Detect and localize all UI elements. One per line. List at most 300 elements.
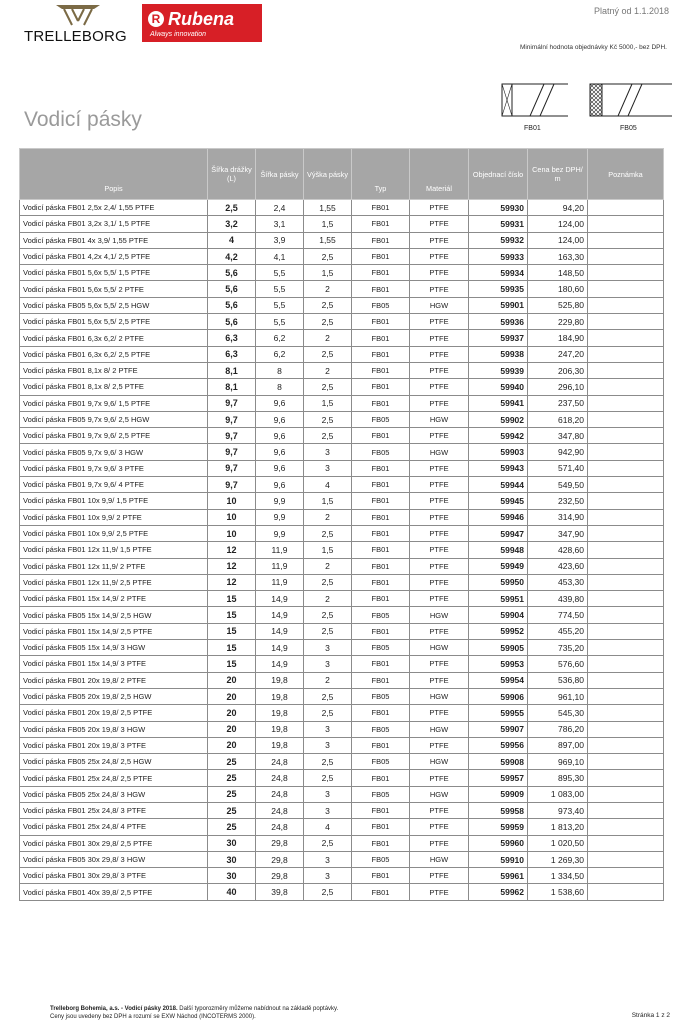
cell-material: PTFE (410, 200, 469, 216)
footer-line1: Další typorozměry můžeme nabídnout na základě poptávky. (177, 1006, 339, 1012)
cell-material: PTFE (410, 493, 469, 509)
cell-description: Vodicí páska FB01 15x 14,9/ 2,5 PTFE (20, 623, 208, 639)
cell-tape-height: 1,55 (304, 200, 352, 216)
profile-drawings (500, 78, 676, 136)
cell-type: FB01 (352, 802, 410, 818)
cell-note (588, 493, 664, 509)
cell-note (588, 542, 664, 558)
cell-tape-height: 2,5 (304, 525, 352, 541)
table-row (20, 525, 664, 541)
cell-tape-width: 14,9 (256, 591, 304, 607)
cell-price: 549,50 (528, 477, 588, 493)
table-row (20, 640, 664, 656)
cell-price: 347,80 (528, 428, 588, 444)
table-row (20, 721, 664, 737)
cell-description: Vodicí páska FB01 9,7x 9,6/ 4 PTFE (20, 477, 208, 493)
footer-line2: Ceny jsou uvedeny bez DPH a rozumí se EXW Náchod (INCOTERMS 2000). (50, 1014, 256, 1020)
table-row (20, 216, 664, 232)
cell-tape-width: 19,8 (256, 672, 304, 688)
cell-description: Vodicí páska FB05 15x 14,9/ 3 HGW (20, 640, 208, 656)
cell-order-number: 59944 (469, 477, 528, 493)
cell-tape-width: 29,8 (256, 868, 304, 884)
cell-price: 571,40 (528, 460, 588, 476)
cell-tape-width: 39,8 (256, 884, 304, 900)
cell-type: FB05 (352, 411, 410, 427)
cell-order-number: 59904 (469, 607, 528, 623)
cell-material: PTFE (410, 835, 469, 851)
table-row (20, 428, 664, 444)
cell-groove-width: 8,1 (208, 379, 256, 395)
cell-tape-width: 9,6 (256, 395, 304, 411)
cell-tape-height: 2 (304, 558, 352, 574)
cell-price: 94,20 (528, 200, 588, 216)
cell-price: 247,20 (528, 346, 588, 362)
cell-tape-height: 2,5 (304, 574, 352, 590)
fb01-profile-icon (500, 78, 570, 122)
cell-tape-width: 9,6 (256, 444, 304, 460)
table-row (20, 737, 664, 753)
cell-description: Vodicí páska FB05 20x 19,8/ 2,5 HGW (20, 688, 208, 704)
cell-tape-height: 2,5 (304, 314, 352, 330)
cell-groove-width: 12 (208, 542, 256, 558)
cell-description: Vodicí páska FB01 20x 19,8/ 2 PTFE (20, 672, 208, 688)
cell-material: PTFE (410, 672, 469, 688)
cell-type: FB01 (352, 248, 410, 264)
cell-groove-width: 20 (208, 737, 256, 753)
cell-tape-height: 3 (304, 460, 352, 476)
cell-groove-width: 15 (208, 607, 256, 623)
cell-price: 124,00 (528, 216, 588, 232)
cell-type: FB01 (352, 868, 410, 884)
trelleborg-mark-icon (54, 3, 102, 27)
table-row (20, 314, 664, 330)
cell-note (588, 802, 664, 818)
table-row (20, 542, 664, 558)
cell-material: HGW (410, 721, 469, 737)
cell-note (588, 754, 664, 770)
cell-price: 206,30 (528, 362, 588, 378)
cell-order-number: 59901 (469, 297, 528, 313)
cell-tape-width: 14,9 (256, 656, 304, 672)
cell-material: HGW (410, 444, 469, 460)
cell-tape-height: 2 (304, 672, 352, 688)
cell-material: PTFE (410, 265, 469, 281)
cell-order-number: 59956 (469, 737, 528, 753)
cell-order-number: 59936 (469, 314, 528, 330)
table-row (20, 868, 664, 884)
cell-order-number: 59945 (469, 493, 528, 509)
cell-type: FB01 (352, 216, 410, 232)
cell-groove-width: 12 (208, 558, 256, 574)
cell-order-number: 59950 (469, 574, 528, 590)
cell-groove-width: 5,6 (208, 265, 256, 281)
cell-price: 1 538,60 (528, 884, 588, 900)
cell-tape-width: 14,9 (256, 640, 304, 656)
cell-price: 961,10 (528, 688, 588, 704)
table-row (20, 346, 664, 362)
cell-order-number: 59948 (469, 542, 528, 558)
cell-description: Vodicí páska FB01 40x 39,8/ 2,5 PTFE (20, 884, 208, 900)
cell-material: PTFE (410, 770, 469, 786)
cell-tape-height: 2,5 (304, 770, 352, 786)
rubena-wordmark: Rubena (168, 9, 235, 29)
cell-tape-width: 5,5 (256, 314, 304, 330)
cell-material: PTFE (410, 379, 469, 395)
cell-tape-height: 2,5 (304, 688, 352, 704)
cell-material: HGW (410, 607, 469, 623)
cell-type: FB01 (352, 509, 410, 525)
cell-groove-width: 5,6 (208, 314, 256, 330)
cell-groove-width: 30 (208, 868, 256, 884)
cell-tape-height: 1,55 (304, 232, 352, 248)
cell-note (588, 297, 664, 313)
cell-note (588, 395, 664, 411)
table-row (20, 411, 664, 427)
cell-note (588, 281, 664, 297)
cell-order-number: 59962 (469, 884, 528, 900)
cell-material: PTFE (410, 558, 469, 574)
cell-note (588, 737, 664, 753)
cell-type: FB05 (352, 444, 410, 460)
cell-price: 453,30 (528, 574, 588, 590)
cell-groove-width: 25 (208, 819, 256, 835)
cell-order-number: 59955 (469, 705, 528, 721)
cell-note (588, 607, 664, 623)
cell-material: PTFE (410, 330, 469, 346)
cell-type: FB01 (352, 493, 410, 509)
cell-description: Vodicí páska FB01 9,7x 9,6/ 1,5 PTFE (20, 395, 208, 411)
cell-description: Vodicí páska FB01 6,3x 6,2/ 2 PTFE (20, 330, 208, 346)
cell-order-number: 59952 (469, 623, 528, 639)
rubena-tagline: Always innovation (150, 31, 207, 38)
cell-tape-width: 24,8 (256, 754, 304, 770)
cell-type: FB01 (352, 525, 410, 541)
cell-price: 525,80 (528, 297, 588, 313)
cell-note (588, 884, 664, 900)
table-row (20, 770, 664, 786)
cell-type: FB01 (352, 623, 410, 639)
cell-material: HGW (410, 297, 469, 313)
cell-order-number: 59937 (469, 330, 528, 346)
cell-note (588, 868, 664, 884)
cell-description: Vodicí páska FB01 9,7x 9,6/ 2,5 PTFE (20, 428, 208, 444)
cell-tape-height: 2,5 (304, 705, 352, 721)
cell-material: HGW (410, 851, 469, 867)
cell-description: Vodicí páska FB01 30x 29,8/ 3 PTFE (20, 868, 208, 884)
cell-material: PTFE (410, 574, 469, 590)
cell-groove-width: 20 (208, 705, 256, 721)
cell-groove-width: 15 (208, 591, 256, 607)
cell-note (588, 248, 664, 264)
cell-price: 942,90 (528, 444, 588, 460)
cell-tape-width: 9,6 (256, 477, 304, 493)
cell-groove-width: 8,1 (208, 362, 256, 378)
cell-tape-height: 3 (304, 786, 352, 802)
cell-material: PTFE (410, 281, 469, 297)
cell-tape-height: 2 (304, 281, 352, 297)
cell-material: HGW (410, 411, 469, 427)
cell-description: Vodicí páska FB01 15x 14,9/ 2 PTFE (20, 591, 208, 607)
cell-material: PTFE (410, 232, 469, 248)
header-tape-width: Šířka pásky (256, 149, 304, 200)
cell-order-number: 59951 (469, 591, 528, 607)
cell-material: PTFE (410, 477, 469, 493)
cell-groove-width: 10 (208, 509, 256, 525)
cell-tape-height: 2,5 (304, 297, 352, 313)
cell-material: HGW (410, 786, 469, 802)
cell-price: 439,80 (528, 591, 588, 607)
cell-type: FB01 (352, 232, 410, 248)
cell-note (588, 721, 664, 737)
table-row (20, 851, 664, 867)
cell-price: 536,80 (528, 672, 588, 688)
table-row (20, 786, 664, 802)
table-row (20, 248, 664, 264)
cell-description: Vodicí páska FB05 25x 24,8/ 3 HGW (20, 786, 208, 802)
cell-order-number: 59909 (469, 786, 528, 802)
cell-order-number: 59902 (469, 411, 528, 427)
rubena-r-icon: R (148, 11, 164, 27)
cell-price: 232,50 (528, 493, 588, 509)
cell-description: Vodicí páska FB05 15x 14,9/ 2,5 HGW (20, 607, 208, 623)
cell-tape-height: 3 (304, 640, 352, 656)
price-table (19, 148, 664, 901)
cell-tape-height: 1,5 (304, 493, 352, 509)
cell-price: 455,20 (528, 623, 588, 639)
cell-groove-width: 9,7 (208, 428, 256, 444)
cell-price: 774,50 (528, 607, 588, 623)
cell-description: Vodicí páska FB01 10x 9,9/ 1,5 PTFE (20, 493, 208, 509)
cell-type: FB01 (352, 428, 410, 444)
header-tape-height: Výška pásky (304, 149, 352, 200)
cell-order-number: 59907 (469, 721, 528, 737)
header-material: Materiál (410, 149, 469, 200)
cell-description: Vodicí páska FB01 2,5x 2,4/ 1,55 PTFE (20, 200, 208, 216)
cell-order-number: 59953 (469, 656, 528, 672)
cell-tape-height: 3 (304, 656, 352, 672)
cell-note (588, 346, 664, 362)
page-number: Stránka 1 z 2 (631, 1012, 670, 1019)
cell-note (588, 672, 664, 688)
cell-tape-width: 9,9 (256, 493, 304, 509)
cell-material: PTFE (410, 248, 469, 264)
cell-price: 1 269,30 (528, 851, 588, 867)
cell-price: 1 813,20 (528, 819, 588, 835)
cell-note (588, 786, 664, 802)
cell-tape-height: 2 (304, 591, 352, 607)
cell-type: FB01 (352, 379, 410, 395)
cell-tape-height: 2 (304, 330, 352, 346)
table-row (20, 330, 664, 346)
cell-order-number: 59906 (469, 688, 528, 704)
cell-tape-width: 11,9 (256, 558, 304, 574)
table-row (20, 200, 664, 216)
cell-type: FB05 (352, 851, 410, 867)
cell-note (588, 623, 664, 639)
cell-description: Vodicí páska FB01 9,7x 9,6/ 3 PTFE (20, 460, 208, 476)
cell-tape-width: 19,8 (256, 737, 304, 753)
cell-price: 347,90 (528, 525, 588, 541)
cell-order-number: 59946 (469, 509, 528, 525)
cell-tape-width: 24,8 (256, 770, 304, 786)
cell-order-number: 59941 (469, 395, 528, 411)
table-row (20, 265, 664, 281)
cell-groove-width: 9,7 (208, 411, 256, 427)
cell-groove-width: 12 (208, 574, 256, 590)
cell-price: 180,60 (528, 281, 588, 297)
cell-type: FB01 (352, 737, 410, 753)
table-row (20, 477, 664, 493)
cell-tape-width: 5,5 (256, 281, 304, 297)
table-row (20, 802, 664, 818)
table-row (20, 623, 664, 639)
cell-note (588, 525, 664, 541)
cell-groove-width: 6,3 (208, 346, 256, 362)
table-row (20, 656, 664, 672)
cell-tape-width: 9,6 (256, 428, 304, 444)
cell-groove-width: 25 (208, 754, 256, 770)
cell-description: Vodicí páska FB05 30x 29,8/ 3 HGW (20, 851, 208, 867)
cell-order-number: 59905 (469, 640, 528, 656)
cell-note (588, 477, 664, 493)
cell-description: Vodicí páska FB01 30x 29,8/ 2,5 PTFE (20, 835, 208, 851)
cell-tape-height: 2,5 (304, 346, 352, 362)
cell-groove-width: 10 (208, 525, 256, 541)
cell-price: 545,30 (528, 705, 588, 721)
cell-description: Vodicí páska FB01 15x 14,9/ 3 PTFE (20, 656, 208, 672)
cell-type: FB05 (352, 688, 410, 704)
cell-material: PTFE (410, 395, 469, 411)
cell-material: PTFE (410, 656, 469, 672)
cell-type: FB05 (352, 640, 410, 656)
cell-material: PTFE (410, 884, 469, 900)
cell-description: Vodicí páska FB01 12x 11,9/ 2 PTFE (20, 558, 208, 574)
cell-order-number: 59958 (469, 802, 528, 818)
page-title: Vodicí pásky (24, 108, 142, 131)
cell-tape-height: 2,5 (304, 623, 352, 639)
cell-type: FB01 (352, 460, 410, 476)
trelleborg-wordmark: TRELLEBORG (24, 28, 127, 45)
cell-description: Vodicí páska FB05 20x 19,8/ 3 HGW (20, 721, 208, 737)
cell-order-number: 59931 (469, 216, 528, 232)
cell-tape-width: 9,9 (256, 525, 304, 541)
cell-material: PTFE (410, 525, 469, 541)
cell-price: 1 334,50 (528, 868, 588, 884)
cell-tape-height: 2,5 (304, 379, 352, 395)
table-row (20, 835, 664, 851)
cell-note (588, 379, 664, 395)
cell-note (588, 265, 664, 281)
cell-order-number: 59949 (469, 558, 528, 574)
cell-description: Vodicí páska FB01 4x 3,9/ 1,55 PTFE (20, 232, 208, 248)
table-row (20, 460, 664, 476)
cell-note (588, 330, 664, 346)
cell-description: Vodicí páska FB01 20x 19,8/ 3 PTFE (20, 737, 208, 753)
cell-tape-height: 1,5 (304, 265, 352, 281)
cell-groove-width: 20 (208, 721, 256, 737)
cell-material: PTFE (410, 509, 469, 525)
cell-price: 1 020,50 (528, 835, 588, 851)
cell-description: Vodicí páska FB01 8,1x 8/ 2,5 PTFE (20, 379, 208, 395)
fb01-label: FB01 (524, 125, 541, 132)
cell-note (588, 705, 664, 721)
cell-tape-width: 3,9 (256, 232, 304, 248)
cell-tape-height: 2,5 (304, 754, 352, 770)
cell-material: PTFE (410, 623, 469, 639)
cell-tape-width: 24,8 (256, 802, 304, 818)
cell-type: FB01 (352, 395, 410, 411)
cell-tape-width: 14,9 (256, 623, 304, 639)
cell-type: FB01 (352, 542, 410, 558)
cell-order-number: 59940 (469, 379, 528, 395)
cell-tape-width: 29,8 (256, 851, 304, 867)
cell-note (588, 835, 664, 851)
cell-tape-width: 8 (256, 379, 304, 395)
table-row (20, 574, 664, 590)
cell-order-number: 59959 (469, 819, 528, 835)
cell-tape-width: 11,9 (256, 574, 304, 590)
cell-tape-height: 2 (304, 509, 352, 525)
table-row (20, 607, 664, 623)
cell-groove-width: 25 (208, 786, 256, 802)
cell-type: FB01 (352, 835, 410, 851)
table-row (20, 395, 664, 411)
table-row (20, 362, 664, 378)
table-row (20, 509, 664, 525)
cell-tape-width: 5,5 (256, 265, 304, 281)
cell-price: 973,40 (528, 802, 588, 818)
cell-order-number: 59939 (469, 362, 528, 378)
cell-type: FB05 (352, 607, 410, 623)
cell-description: Vodicí páska FB01 25x 24,8/ 2,5 PTFE (20, 770, 208, 786)
cell-note (588, 411, 664, 427)
table-row (20, 754, 664, 770)
table-row (20, 688, 664, 704)
cell-note (588, 444, 664, 460)
cell-type: FB05 (352, 786, 410, 802)
cell-price: 229,80 (528, 314, 588, 330)
cell-tape-width: 29,8 (256, 835, 304, 851)
table-row (20, 297, 664, 313)
cell-type: FB01 (352, 574, 410, 590)
cell-groove-width: 6,3 (208, 330, 256, 346)
cell-tape-height: 4 (304, 477, 352, 493)
cell-tape-height: 2,5 (304, 884, 352, 900)
cell-description: Vodicí páska FB01 10x 9,9/ 2 PTFE (20, 509, 208, 525)
cell-groove-width: 15 (208, 623, 256, 639)
cell-material: PTFE (410, 216, 469, 232)
cell-tape-height: 2,5 (304, 428, 352, 444)
cell-tape-width: 24,8 (256, 819, 304, 835)
cell-note (588, 640, 664, 656)
cell-description: Vodicí páska FB05 5,6x 5,5/ 2,5 HGW (20, 297, 208, 313)
cell-tape-height: 2,5 (304, 607, 352, 623)
cell-order-number: 59903 (469, 444, 528, 460)
cell-tape-height: 2,5 (304, 411, 352, 427)
cell-tape-height: 2,5 (304, 835, 352, 851)
cell-groove-width: 5,6 (208, 297, 256, 313)
table-row (20, 819, 664, 835)
cell-material: HGW (410, 640, 469, 656)
cell-note (588, 362, 664, 378)
cell-description: Vodicí páska FB01 25x 24,8/ 3 PTFE (20, 802, 208, 818)
cell-material: PTFE (410, 314, 469, 330)
cell-price: 237,50 (528, 395, 588, 411)
cell-type: FB01 (352, 330, 410, 346)
cell-type: FB01 (352, 200, 410, 216)
cell-note (588, 851, 664, 867)
cell-description: Vodicí páska FB05 9,7x 9,6/ 3 HGW (20, 444, 208, 460)
